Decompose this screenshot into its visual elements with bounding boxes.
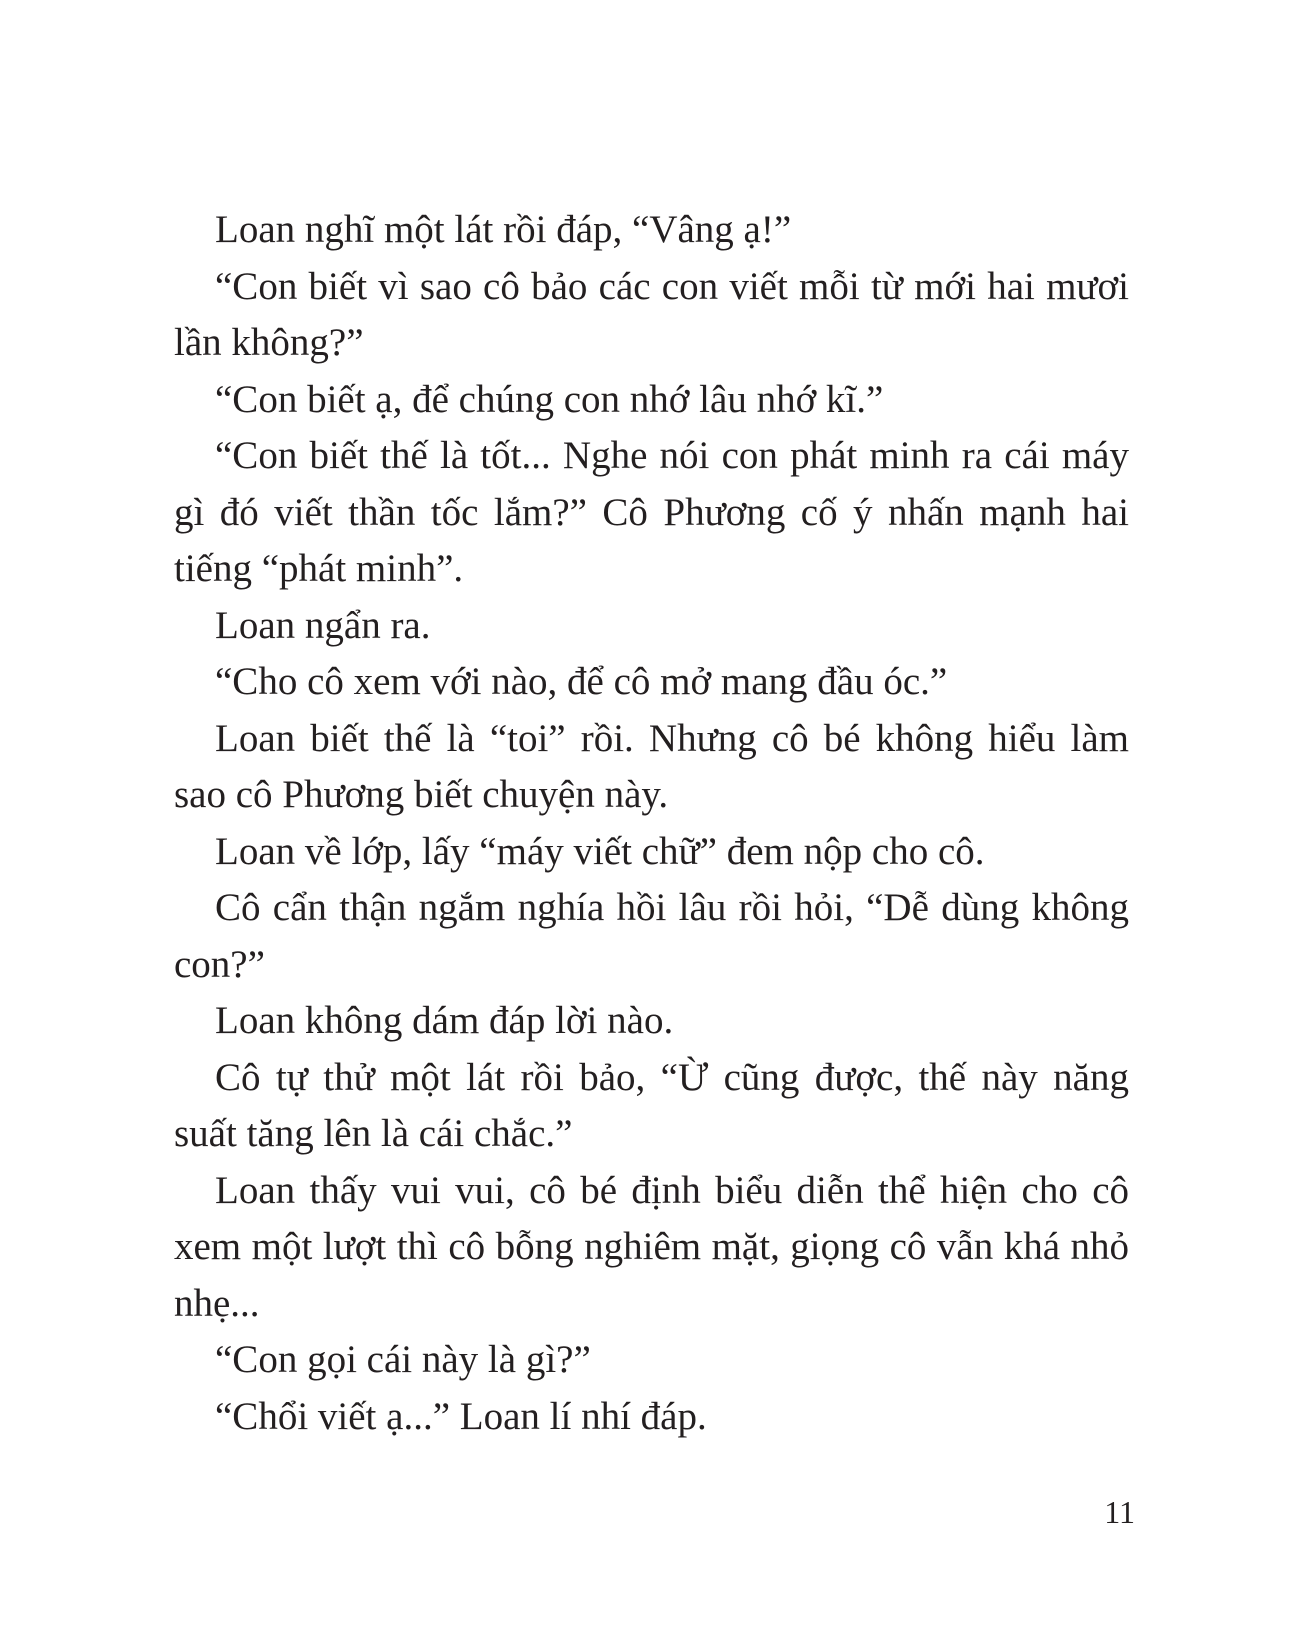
- paragraph: Loan thấy vui vui, cô bé định biểu diễn thể hiện cho cô xem một lượt thì cô bỗng nghiêm mặt, giọng cô vẫn khá nhỏ nhẹ...: [174, 1168, 1129, 1325]
- paragraph: Loan nghĩ một lát rồi đáp, “Vâng ạ!”: [215, 208, 792, 251]
- paragraph: Loan không dám đáp lời nào.: [215, 999, 674, 1042]
- page-number: 11: [1104, 1494, 1135, 1530]
- paragraph: “Chổi viết ạ...” Loan lí nhí đáp.: [215, 1394, 707, 1438]
- paragraph: “Con biết ạ, để chúng con nhớ lâu nhớ kĩ.”: [215, 377, 884, 421]
- paragraph: Cô cẩn thận ngắm nghía hồi lâu rồi hỏi, “Dễ dùng không con?”: [174, 886, 1129, 986]
- paragraph: Loan biết thế là “toi” rồi. Nhưng cô bé không hiểu làm sao cô Phương biết chuyện này.: [174, 716, 1129, 816]
- body-text: [174, 202, 1129, 1445]
- paragraph: “Con gọi cái này là gì?”: [215, 1338, 591, 1381]
- paragraph: “Con biết thế là tốt... Nghe nói con phát minh ra cái máy gì đó viết thần tốc lắm?” Cô Phương cố ý nhấn mạnh hai tiếng “phát minh”.: [174, 434, 1129, 590]
- paragraph: Cô tự thử một lát rồi bảo, “Ừ cũng được, thế này năng suất tăng lên là cái chắc.”: [174, 1055, 1129, 1155]
- paragraph: “Con biết vì sao cô bảo các con viết mỗi từ mới hai mươi lần không?”: [174, 264, 1129, 364]
- paragraph: “Cho cô xem với nào, để cô mở mang đầu óc.”: [215, 660, 948, 703]
- paragraph: Loan về lớp, lấy “máy viết chữ” đem nộp cho cô.: [215, 829, 985, 873]
- paragraph: Loan ngẩn ra.: [215, 603, 431, 647]
